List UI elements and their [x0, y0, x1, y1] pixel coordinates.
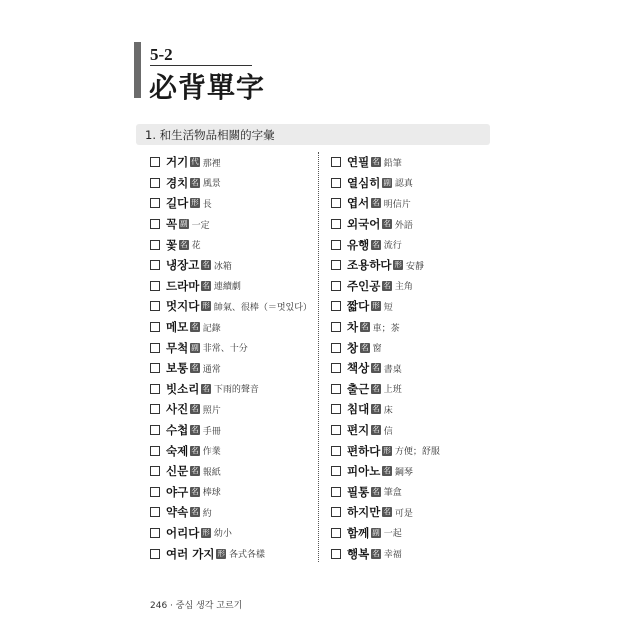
- checkbox-icon[interactable]: [150, 507, 160, 517]
- vocab-item: [331, 214, 440, 235]
- vocab-item: [150, 358, 312, 379]
- vocab-meaning: 長: [202, 199, 212, 210]
- vocab-item: [331, 543, 440, 564]
- part-of-speech-badge: 形: [202, 301, 210, 311]
- vocab-word: 무척: [166, 340, 189, 355]
- vocab-meaning: 流行: [383, 241, 402, 252]
- vocab-word: 사진: [166, 402, 189, 417]
- vocab-meaning: 筆盒: [383, 488, 402, 499]
- part-of-speech-badge: 名: [202, 383, 210, 393]
- vocab-item: [331, 193, 440, 214]
- vocab-item: [331, 152, 440, 173]
- vocab-word: 외국어: [347, 217, 381, 232]
- part-of-speech-badge: 名: [361, 322, 369, 332]
- vocab-item: [331, 173, 440, 194]
- checkbox-icon[interactable]: [331, 198, 341, 208]
- vocab-word: 주인공: [347, 278, 381, 293]
- vocab-word: 수첩: [166, 423, 189, 438]
- vocab-meaning: 記錄: [202, 323, 221, 334]
- part-of-speech-badge: 名: [372, 425, 380, 435]
- checkbox-icon[interactable]: [150, 178, 160, 188]
- checkbox-icon[interactable]: [331, 157, 341, 167]
- vocab-word: 연필: [347, 155, 370, 170]
- vocab-word: 드라마: [166, 278, 200, 293]
- vocab-meaning: 短: [383, 302, 393, 313]
- checkbox-icon[interactable]: [150, 240, 160, 250]
- vocab-word: 하지만: [347, 505, 381, 520]
- vocab-meaning: 花: [191, 241, 201, 252]
- part-of-speech-badge: 名: [383, 219, 391, 229]
- vocab-word: 짧다: [347, 299, 370, 314]
- part-of-speech-badge: 名: [383, 466, 391, 476]
- subheading-text: 1. 和生活物品相關的字彙: [145, 128, 275, 142]
- part-of-speech-badge: 名: [372, 363, 380, 373]
- part-of-speech-badge: 形: [202, 527, 210, 537]
- page-footer: 246 · 중심 생각 고르기: [150, 601, 243, 611]
- vocab-item: [150, 317, 312, 338]
- page-title: 必背單字: [149, 71, 266, 104]
- part-of-speech-badge: 名: [191, 177, 199, 187]
- vocab-meaning: 鉛筆: [383, 158, 402, 169]
- part-of-speech-badge: 形: [217, 548, 225, 558]
- part-of-speech-badge: 副: [372, 527, 380, 537]
- part-of-speech-badge: 名: [191, 486, 199, 496]
- part-of-speech-badge: 副: [191, 342, 199, 352]
- vocab-meaning: 非常、十分: [202, 344, 248, 355]
- checkbox-icon[interactable]: [150, 363, 160, 373]
- vocab-column-right: [331, 152, 440, 564]
- vocab-meaning: 下雨的聲音: [213, 385, 259, 396]
- vocab-word: 꽃: [166, 237, 178, 252]
- vocab-meaning: 幼小: [213, 529, 232, 540]
- vocab-item: [150, 214, 312, 235]
- vocab-item: [150, 173, 312, 194]
- checkbox-icon[interactable]: [331, 260, 341, 270]
- part-of-speech-badge: 名: [383, 280, 391, 290]
- vocab-meaning: 窗: [372, 344, 382, 355]
- vocab-meaning: 鋼琴: [394, 467, 413, 478]
- vocab-item: [150, 543, 312, 564]
- vocab-word: 야구: [166, 484, 189, 499]
- vocab-meaning: 一定: [191, 220, 210, 231]
- vocab-meaning: 各式各樣: [228, 550, 265, 561]
- checkbox-icon[interactable]: [150, 281, 160, 291]
- vocab-item: [150, 379, 312, 400]
- checkbox-icon[interactable]: [331, 446, 341, 456]
- vocab-meaning: 照片: [202, 405, 221, 416]
- section-number: 5-2: [150, 45, 173, 64]
- vocab-word: 책상: [347, 361, 370, 376]
- vocab-word: 신문: [166, 464, 189, 479]
- vocab-word: 필통: [347, 484, 370, 499]
- part-of-speech-badge: 形: [394, 260, 402, 270]
- checkbox-icon[interactable]: [150, 260, 160, 270]
- part-of-speech-badge: 名: [372, 198, 380, 208]
- part-of-speech-badge: 名: [372, 383, 380, 393]
- vocab-meaning: 認真: [394, 179, 413, 190]
- vocab-item: [150, 399, 312, 420]
- vocab-word: 어리다: [166, 525, 200, 540]
- vocab-word: 여러 가지: [166, 546, 215, 561]
- part-of-speech-badge: 名: [191, 466, 199, 476]
- vocab-meaning: 連續劇: [213, 282, 241, 293]
- vocab-meaning: 報紙: [202, 467, 221, 478]
- vocab-item: [150, 482, 312, 503]
- vocab-meaning: 主角: [394, 282, 413, 293]
- vocab-word: 유행: [347, 237, 370, 252]
- vocab-item: [331, 523, 440, 544]
- part-of-speech-badge: 副: [383, 177, 391, 187]
- vocab-item: [150, 234, 312, 255]
- column-divider: [318, 152, 319, 562]
- part-of-speech-badge: 名: [372, 404, 380, 414]
- vocab-meaning: 車；茶: [372, 323, 400, 334]
- vocab-word: 멋지다: [166, 299, 200, 314]
- checkbox-icon[interactable]: [331, 487, 341, 497]
- vocab-item: [150, 420, 312, 441]
- part-of-speech-badge: 代: [191, 157, 199, 167]
- vocab-word: 차: [347, 320, 359, 335]
- checkbox-icon[interactable]: [331, 425, 341, 435]
- vocab-item: [150, 255, 312, 276]
- vocab-word: 길다: [166, 196, 189, 211]
- vocab-word: 출근: [347, 381, 370, 396]
- vocab-item: [331, 358, 440, 379]
- checkbox-icon[interactable]: [150, 487, 160, 497]
- vocab-meaning: 約: [202, 508, 212, 519]
- vocab-word: 피아노: [347, 464, 381, 479]
- vocab-word: 숙제: [166, 443, 189, 458]
- vocab-item: [331, 379, 440, 400]
- vocab-item: [150, 440, 312, 461]
- vocab-meaning: 作業: [202, 447, 221, 458]
- checkbox-icon[interactable]: [331, 178, 341, 188]
- vocab-item: [331, 317, 440, 338]
- vocab-meaning: 信: [383, 426, 393, 437]
- part-of-speech-badge: 副: [180, 219, 188, 229]
- vocab-item: [331, 461, 440, 482]
- vocab-word: 함께: [347, 525, 370, 540]
- checkbox-icon[interactable]: [150, 322, 160, 332]
- part-of-speech-badge: 名: [372, 486, 380, 496]
- vocab-meaning: 通常: [202, 364, 221, 375]
- checkbox-icon[interactable]: [331, 301, 341, 311]
- vocab-item: [331, 482, 440, 503]
- checkbox-icon[interactable]: [150, 301, 160, 311]
- vocab-meaning: 上班: [383, 385, 402, 396]
- part-of-speech-badge: 名: [383, 507, 391, 517]
- part-of-speech-badge: 名: [191, 507, 199, 517]
- vocab-word: 보통: [166, 361, 189, 376]
- part-of-speech-badge: 名: [361, 342, 369, 352]
- title-accent-bar: [134, 42, 141, 98]
- vocab-item: [331, 296, 440, 317]
- vocab-meaning: 明信片: [383, 199, 411, 210]
- checkbox-icon[interactable]: [150, 343, 160, 353]
- vocab-word: 편지: [347, 423, 370, 438]
- vocab-meaning: 帥氣、很棒（＝멋있다）: [213, 302, 312, 313]
- vocab-word: 약속: [166, 505, 189, 520]
- checkbox-icon[interactable]: [150, 528, 160, 538]
- checkbox-icon[interactable]: [331, 404, 341, 414]
- checkbox-icon[interactable]: [331, 528, 341, 538]
- vocab-meaning: 方便；舒服: [394, 447, 440, 458]
- part-of-speech-badge: 形: [191, 198, 199, 208]
- vocab-word: 조용하다: [347, 258, 392, 273]
- vocab-item: [150, 502, 312, 523]
- vocab-meaning: 安靜: [405, 261, 424, 272]
- part-of-speech-badge: 名: [191, 322, 199, 332]
- vocab-word: 거기: [166, 155, 189, 170]
- checkbox-icon[interactable]: [331, 219, 341, 229]
- vocab-meaning: 幸福: [383, 550, 402, 561]
- checkbox-icon[interactable]: [150, 198, 160, 208]
- vocab-item: [331, 255, 440, 276]
- checkbox-icon[interactable]: [150, 446, 160, 456]
- part-of-speech-badge: 名: [191, 363, 199, 373]
- vocab-meaning: 風景: [202, 179, 221, 190]
- part-of-speech-badge: 形: [372, 301, 380, 311]
- checkbox-icon[interactable]: [150, 219, 160, 229]
- part-of-speech-badge: 名: [191, 425, 199, 435]
- part-of-speech-badge: 名: [180, 239, 188, 249]
- vocab-word: 편하다: [347, 443, 381, 458]
- vocab-meaning: 可是: [394, 508, 413, 519]
- vocab-word: 경치: [166, 175, 189, 190]
- part-of-speech-badge: 名: [372, 157, 380, 167]
- vocab-meaning: 冰箱: [213, 261, 232, 272]
- checkbox-icon[interactable]: [331, 281, 341, 291]
- vocab-item: [331, 420, 440, 441]
- vocab-item: [331, 276, 440, 297]
- checkbox-icon[interactable]: [150, 549, 160, 559]
- vocab-item: [150, 193, 312, 214]
- part-of-speech-badge: 名: [191, 404, 199, 414]
- vocab-item: [150, 296, 312, 317]
- checkbox-icon[interactable]: [150, 425, 160, 435]
- vocab-item: [331, 440, 440, 461]
- vocab-meaning: 書桌: [383, 364, 402, 375]
- vocab-item: [150, 276, 312, 297]
- subheading-bar: [136, 124, 490, 145]
- vocab-word: 메모: [166, 320, 189, 335]
- vocab-word: 냉장고: [166, 258, 200, 273]
- vocab-item: [150, 337, 312, 358]
- vocab-meaning: 床: [383, 405, 393, 416]
- vocab-meaning: 外語: [394, 220, 413, 231]
- checkbox-icon[interactable]: [331, 466, 341, 476]
- vocab-item: [331, 399, 440, 420]
- vocab-word: 침대: [347, 402, 370, 417]
- checkbox-icon[interactable]: [150, 384, 160, 394]
- vocab-item: [331, 234, 440, 255]
- part-of-speech-badge: 形: [383, 445, 391, 455]
- vocab-word: 행복: [347, 546, 370, 561]
- checkbox-icon[interactable]: [150, 404, 160, 414]
- part-of-speech-badge: 名: [202, 260, 210, 270]
- vocab-word: 빗소리: [166, 381, 200, 396]
- checkbox-icon[interactable]: [331, 240, 341, 250]
- checkbox-icon[interactable]: [331, 363, 341, 373]
- checkbox-icon[interactable]: [331, 384, 341, 394]
- vocab-item: [150, 523, 312, 544]
- vocab-meaning: 一起: [383, 529, 402, 540]
- vocab-item: [331, 337, 440, 358]
- part-of-speech-badge: 名: [191, 445, 199, 455]
- vocab-word: 엽서: [347, 196, 370, 211]
- vocab-meaning: 手冊: [202, 426, 221, 437]
- checkbox-icon[interactable]: [331, 549, 341, 559]
- checkbox-icon[interactable]: [150, 466, 160, 476]
- vocab-word: 창: [347, 340, 359, 355]
- checkbox-icon[interactable]: [331, 322, 341, 332]
- checkbox-icon[interactable]: [150, 157, 160, 167]
- part-of-speech-badge: 名: [372, 548, 380, 558]
- checkbox-icon[interactable]: [331, 507, 341, 517]
- vocab-meaning: 棒球: [202, 488, 221, 499]
- vocab-word: 꼭: [166, 217, 178, 232]
- vocab-column-left: [150, 152, 312, 564]
- part-of-speech-badge: 名: [372, 239, 380, 249]
- vocab-item: [331, 502, 440, 523]
- part-of-speech-badge: 名: [202, 280, 210, 290]
- vocab-word: 열심히: [347, 175, 381, 190]
- vocab-item: [150, 152, 312, 173]
- vocab-item: [150, 461, 312, 482]
- vocab-meaning: 那裡: [202, 158, 221, 169]
- checkbox-icon[interactable]: [331, 343, 341, 353]
